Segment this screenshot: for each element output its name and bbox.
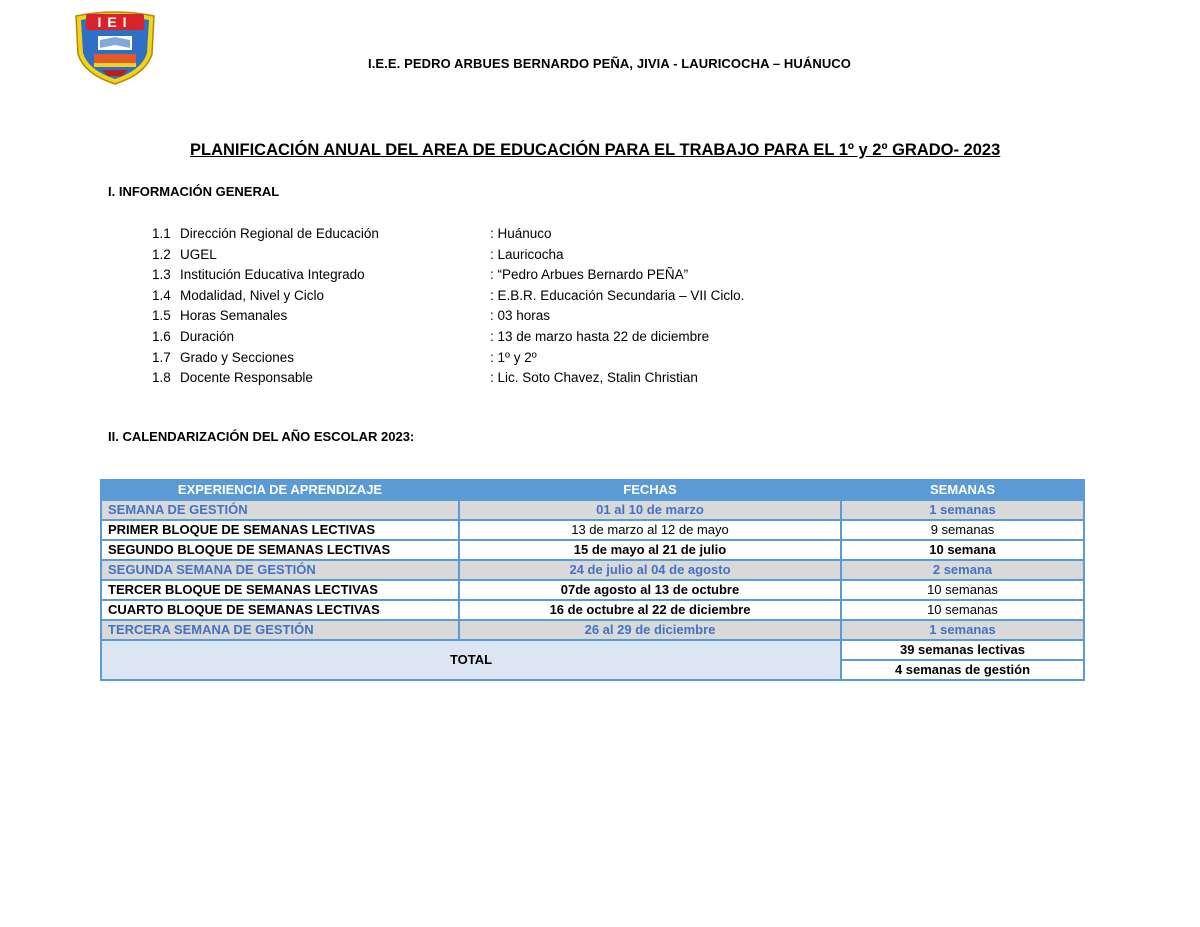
total-lectivas: 39 semanas lectivas xyxy=(841,640,1084,660)
info-row xyxy=(152,265,689,286)
cell-fechas: 24 de julio al 04 de agosto xyxy=(459,560,841,580)
info-label: Docente Responsable xyxy=(180,370,313,386)
info-row xyxy=(152,368,698,389)
general-info-list xyxy=(152,224,745,389)
total-label: TOTAL xyxy=(101,640,841,680)
cell-fechas: 01 al 10 de marzo xyxy=(459,500,841,520)
cell-experiencia: TERCER BLOQUE DE SEMANAS LECTIVAS xyxy=(101,580,459,600)
header-semanas: SEMANAS xyxy=(841,480,1084,500)
cell-fechas: 16 de octubre al 22 de diciembre xyxy=(459,600,841,620)
table-row xyxy=(101,580,1084,600)
section-heading-info: I. INFORMACIÓN GENERAL xyxy=(108,184,280,199)
info-value: : 1º y 2º xyxy=(490,349,537,365)
info-label: Institución Educativa Integrado xyxy=(180,267,365,283)
info-label: Grado y Secciones xyxy=(180,349,295,365)
cell-fechas: 26 al 29 de diciembre xyxy=(459,620,841,640)
info-num: 1.1 xyxy=(152,226,171,241)
info-row xyxy=(152,245,564,266)
info-value: : Huánuco xyxy=(490,226,552,241)
header-experiencia: EXPERIENCIA DE APRENDIZAJE xyxy=(101,480,459,500)
info-num: 1.8 xyxy=(152,370,171,386)
cell-experiencia: TERCERA SEMANA DE GESTIÓN xyxy=(101,620,459,640)
cell-experiencia: SEMANA DE GESTIÓN xyxy=(101,500,459,520)
info-value: : 03 horas xyxy=(490,308,551,324)
cell-semanas: 2 semana xyxy=(841,560,1084,580)
section-heading-calendar: II. CALENDARIZACIÓN DEL AÑO ESCOLAR 2023: xyxy=(108,429,415,444)
info-row xyxy=(152,327,710,348)
cell-semanas: 10 semana xyxy=(841,540,1084,560)
school-header: I.E.E. PEDRO ARBUES BERNARDO PEÑA, JIVIA - LAURICOCHA – HUÁNUCO xyxy=(368,56,852,71)
info-row xyxy=(152,224,552,245)
cell-experiencia: SEGUNDA SEMANA DE GESTIÓN xyxy=(101,560,459,580)
info-num: 1.7 xyxy=(152,349,171,365)
info-num: 1.4 xyxy=(152,287,171,303)
info-value: : E.B.R. Educación Secundaria – VII Ciclo. xyxy=(490,287,745,303)
info-row xyxy=(152,286,745,307)
cell-fechas: 13 de marzo al 12 de mayo xyxy=(459,520,841,540)
info-value: : “Pedro Arbues Bernardo PEÑA” xyxy=(490,267,689,283)
cell-semanas: 9 semanas xyxy=(841,520,1084,540)
info-num: 1.2 xyxy=(152,246,171,262)
cell-semanas: 10 semanas xyxy=(841,580,1084,600)
info-num: 1.6 xyxy=(152,328,171,344)
cell-experiencia: CUARTO BLOQUE DE SEMANAS LECTIVAS xyxy=(101,600,459,620)
table-row xyxy=(101,500,1084,520)
table-row xyxy=(101,600,1084,620)
info-num: 1.3 xyxy=(152,267,171,283)
info-label: Dirección Regional de Educación xyxy=(180,226,379,241)
cell-experiencia: SEGUNDO BLOQUE DE SEMANAS LECTIVAS xyxy=(101,540,459,560)
info-row xyxy=(152,306,551,327)
info-row xyxy=(152,348,537,369)
table-header-row xyxy=(101,480,1084,500)
info-num: 1.5 xyxy=(152,308,171,324)
cell-semanas: 1 semanas xyxy=(841,620,1084,640)
table-row xyxy=(101,620,1084,640)
logo-text: IEI xyxy=(97,14,133,30)
table-row xyxy=(101,560,1084,580)
cell-semanas: 1 semanas xyxy=(841,500,1084,520)
info-label: Horas Semanales xyxy=(180,308,288,324)
info-value: : Lic. Soto Chavez, Stalin Christian xyxy=(490,370,698,386)
header-fechas: FECHAS xyxy=(459,480,841,500)
cell-fechas: 15 de mayo al 21 de julio xyxy=(459,540,841,560)
info-value: : Lauricocha xyxy=(490,246,564,262)
page-title: PLANIFICACIÓN ANUAL DEL AREA DE EDUCACIÓN PARA EL TRABAJO PARA EL 1º y 2º GRADO- 2023 xyxy=(190,141,1001,159)
cell-fechas: 07de agosto al 13 de octubre xyxy=(459,580,841,600)
info-label: Duración xyxy=(180,328,235,344)
school-logo xyxy=(72,10,158,86)
table-row xyxy=(101,540,1084,560)
table-row xyxy=(101,520,1084,540)
cell-experiencia: PRIMER BLOQUE DE SEMANAS LECTIVAS xyxy=(101,520,459,540)
total-gestion: 4 semanas de gestión xyxy=(841,660,1084,680)
info-value: : 13 de marzo hasta 22 de diciembre xyxy=(490,328,710,344)
calendar-table xyxy=(100,479,1085,681)
info-label: Modalidad, Nivel y Ciclo xyxy=(180,287,325,303)
total-row xyxy=(101,640,1084,660)
cell-semanas: 10 semanas xyxy=(841,600,1084,620)
info-label: UGEL xyxy=(180,246,217,262)
